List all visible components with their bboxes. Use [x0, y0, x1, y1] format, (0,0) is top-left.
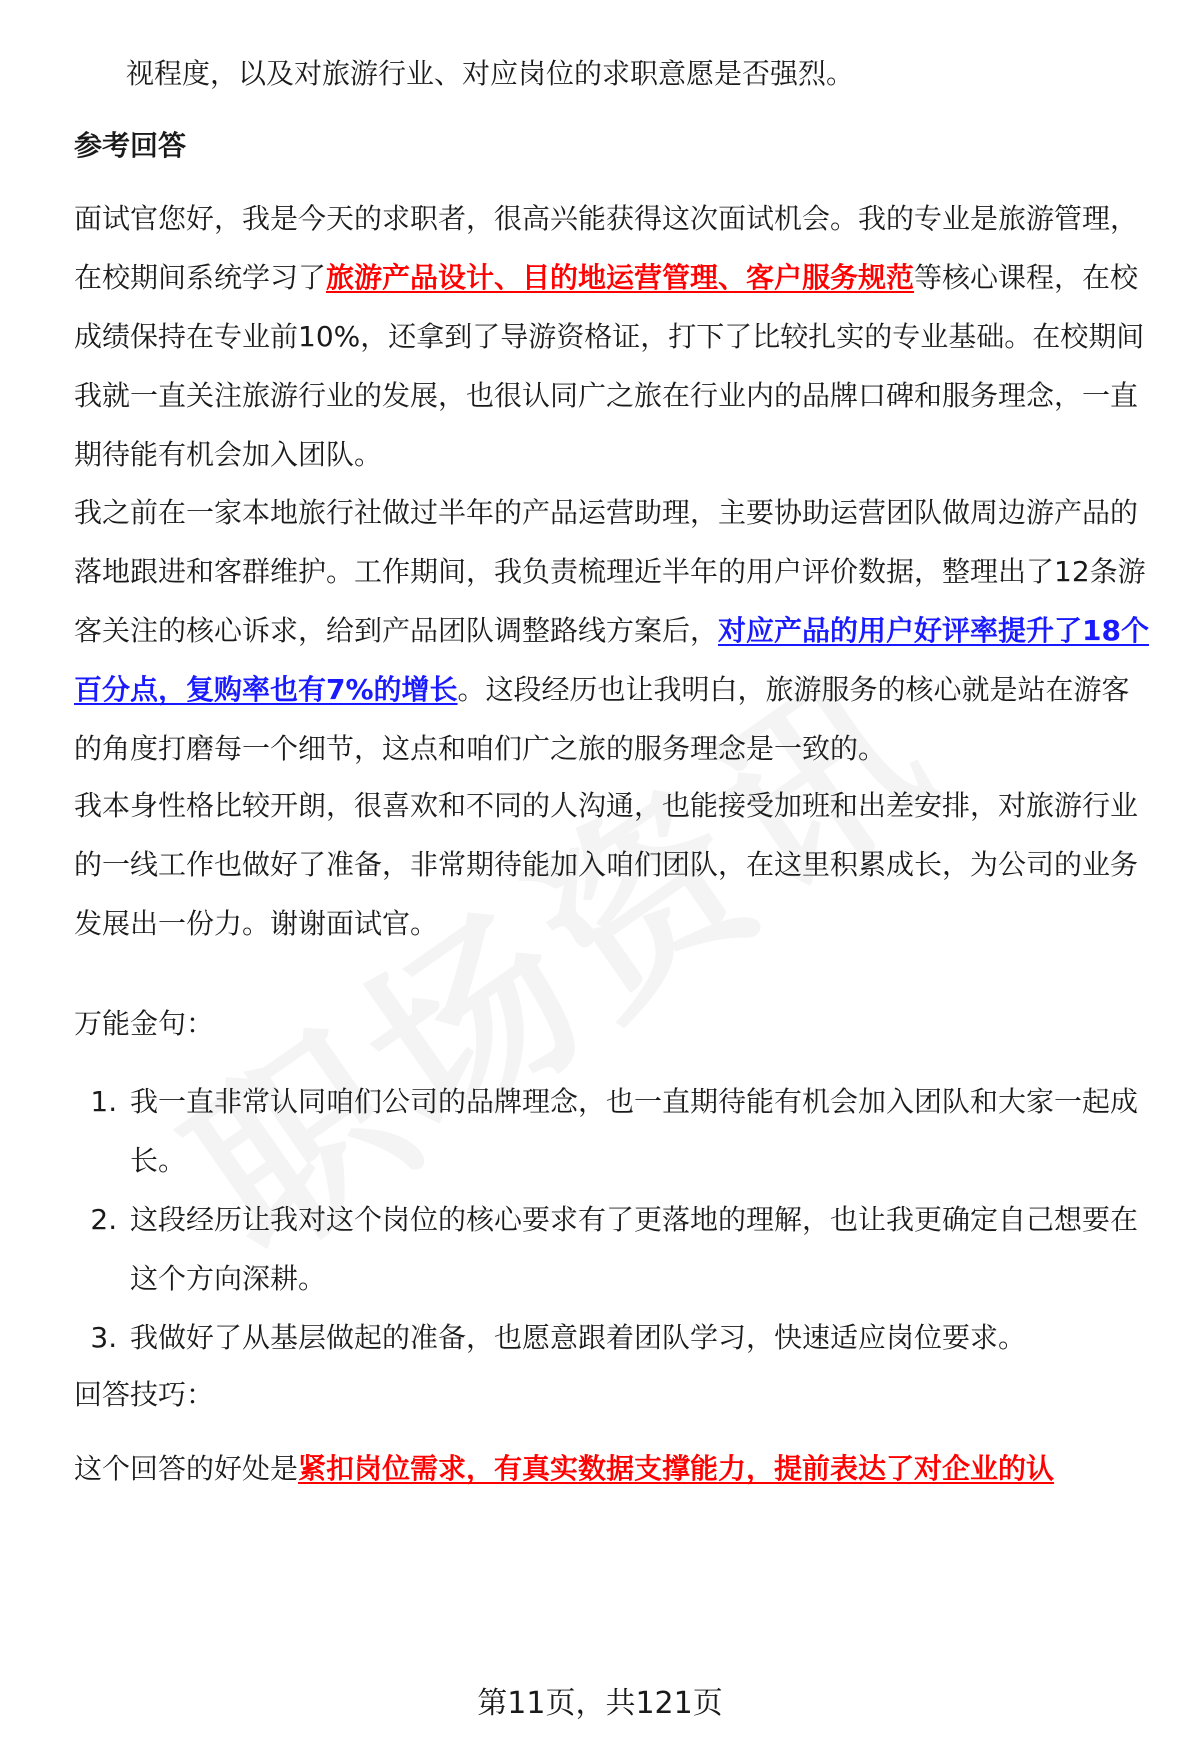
list-item: 2. 这段经历让我对这个岗位的核心要求有了更落地的理解，也让我更确定自己想要在这个方向深耕。 [126, 1190, 1154, 1308]
reference-answer-heading: 参考回答 [74, 129, 187, 162]
answer-paragraph-1 [74, 189, 1154, 484]
list-item: 3. 我做好了从基层做起的准备，也愿意跟着团队学习，快速适应岗位要求。 [126, 1308, 1154, 1367]
paragraph-text: 我之前在一家本地旅行社做过半年的产品运营助理，主要协助运营团队做周边游产品的落地跟进和客群维护。工作期间，我负责梳理近半年的用户评价数据，整理出了12条游客关注的核心诉求，给到产品团队调整路线方案后， [74, 496, 1146, 647]
answer-paragraph-2 [74, 483, 1154, 778]
intro-continuation: 视程度，以及对旅游行业、对应岗位的求职意愿是否强烈。 [126, 57, 855, 90]
highlight-blue: 对应产品的用户好评率提升了18个百分点，复购率也有7%的增长 [74, 614, 1149, 706]
highlight-red: 旅游产品设计、目的地运营管理、客户服务规范 [326, 261, 915, 294]
paragraph-text: 面试官您好，我是今天的求职者，很高兴能获得这次面试机会。我的专业是旅游管理，在校期间系统学习了 [74, 202, 1139, 294]
list-item: 1. 我一直非常认同咱们公司的品牌理念，也一直期待能有机会加入团队和大家一起成长。 [126, 1072, 1154, 1190]
paragraph-text: 。这段经历也让我明白，旅游服务的核心就是站在游客的角度打磨每一个细节，这点和咱们广之旅的服务理念是一致的。 [74, 673, 1130, 765]
golden-sentences-list [74, 1072, 1154, 1367]
answer-tips-heading: 回答技巧： [74, 1378, 215, 1411]
golden-sentences-heading: 万能金句： [74, 1007, 215, 1040]
highlight-red: 紧扣岗位需求，有真实数据支撑能力，提前表达了对企业的认 [298, 1452, 1055, 1485]
page-number-footer: 第11页，共121页 [477, 1686, 723, 1721]
paragraph-text: 等核心课程，在校成绩保持在专业前10%，还拿到了导游资格证，打下了比较扎实的专业基础。在校期间我就一直关注旅游行业的发展，也很认同广之旅在行业内的品牌口碑和服务理念，一直期待能有机会加入团队。 [74, 261, 1145, 471]
answer-paragraph-3: 我本身性格比较开朗，很喜欢和不同的人沟通，也能接受加班和出差安排，对旅游行业的一线工作也做好了准备，非常期待能加入咱们团队，在这里积累成长，为公司的业务发展出一份力。谢谢面试官。 [74, 789, 1139, 940]
paragraph-text: 这个回答的好处是 [74, 1452, 299, 1485]
answer-tips-paragraph [74, 1439, 1154, 1498]
